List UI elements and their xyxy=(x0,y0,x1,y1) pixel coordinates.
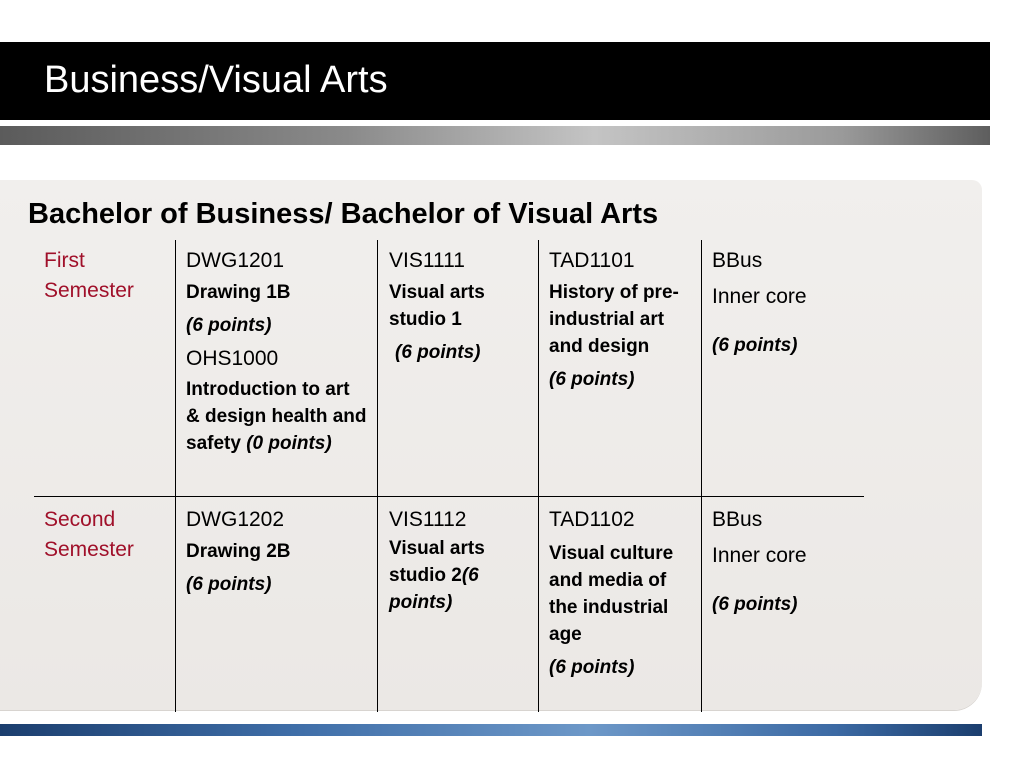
unit-points: (6 points) xyxy=(712,335,798,356)
unit-code: TAD1102 xyxy=(549,508,635,531)
unit-cell xyxy=(389,246,529,366)
unit-points: (6 points) xyxy=(186,315,272,336)
unit-code: BBus xyxy=(712,508,763,531)
unit-name: Drawing 2B xyxy=(186,541,291,562)
unit-points: (6 points) xyxy=(389,565,479,613)
unit-cell xyxy=(712,246,862,359)
unit-name: Introduction to art & design health and safety (0 points) xyxy=(186,379,367,454)
unit-points: (0 points) xyxy=(246,433,332,454)
unit-points: (6 points) xyxy=(395,342,481,363)
unit-name: Visual culture and media of the industrial age xyxy=(549,543,674,645)
title-bar xyxy=(0,42,990,120)
semester-label: First Semester xyxy=(44,249,134,302)
slide-title: Business/Visual Arts xyxy=(44,59,388,101)
unit-code: TAD1101 xyxy=(549,249,635,272)
table-divider-vertical xyxy=(377,240,378,712)
unit-name: Inner core xyxy=(712,285,807,308)
unit-name: Visual arts studio 1 xyxy=(389,282,485,330)
unit-cell xyxy=(186,246,368,457)
unit-code: VIS1111 xyxy=(389,249,465,272)
unit-name: History of pre-industrial art and design xyxy=(549,282,679,357)
unit-points: (6 points) xyxy=(186,574,272,595)
unit-name: Visual arts studio 2(6 points) xyxy=(389,538,485,613)
slide-subtitle: Bachelor of Business/ Bachelor of Visual Arts xyxy=(28,198,659,230)
unit-points: (6 points) xyxy=(549,369,635,390)
table-divider-vertical xyxy=(175,240,176,712)
unit-code: DWG1201 xyxy=(186,249,285,272)
blue-footer-band xyxy=(0,724,982,736)
unit-cell xyxy=(712,505,862,618)
unit-code: DWG1202 xyxy=(186,508,285,531)
table-divider-vertical xyxy=(538,240,539,712)
unit-cell xyxy=(549,505,695,681)
unit-name: Drawing 1B xyxy=(186,282,291,303)
unit-cell xyxy=(549,246,695,393)
unit-code: OHS1000 xyxy=(186,347,279,370)
semester-label: Second Semester xyxy=(44,508,134,561)
unit-code: VIS1112 xyxy=(389,508,467,531)
unit-code: BBus xyxy=(712,249,763,272)
unit-cell xyxy=(389,505,529,616)
unit-cell xyxy=(186,505,368,598)
table-divider-vertical xyxy=(701,240,702,712)
unit-points: (6 points) xyxy=(549,657,635,678)
unit-points: (6 points) xyxy=(712,594,798,615)
table-divider-horizontal xyxy=(34,496,864,497)
unit-name: Inner core xyxy=(712,544,807,567)
grey-divider-band xyxy=(0,126,990,145)
